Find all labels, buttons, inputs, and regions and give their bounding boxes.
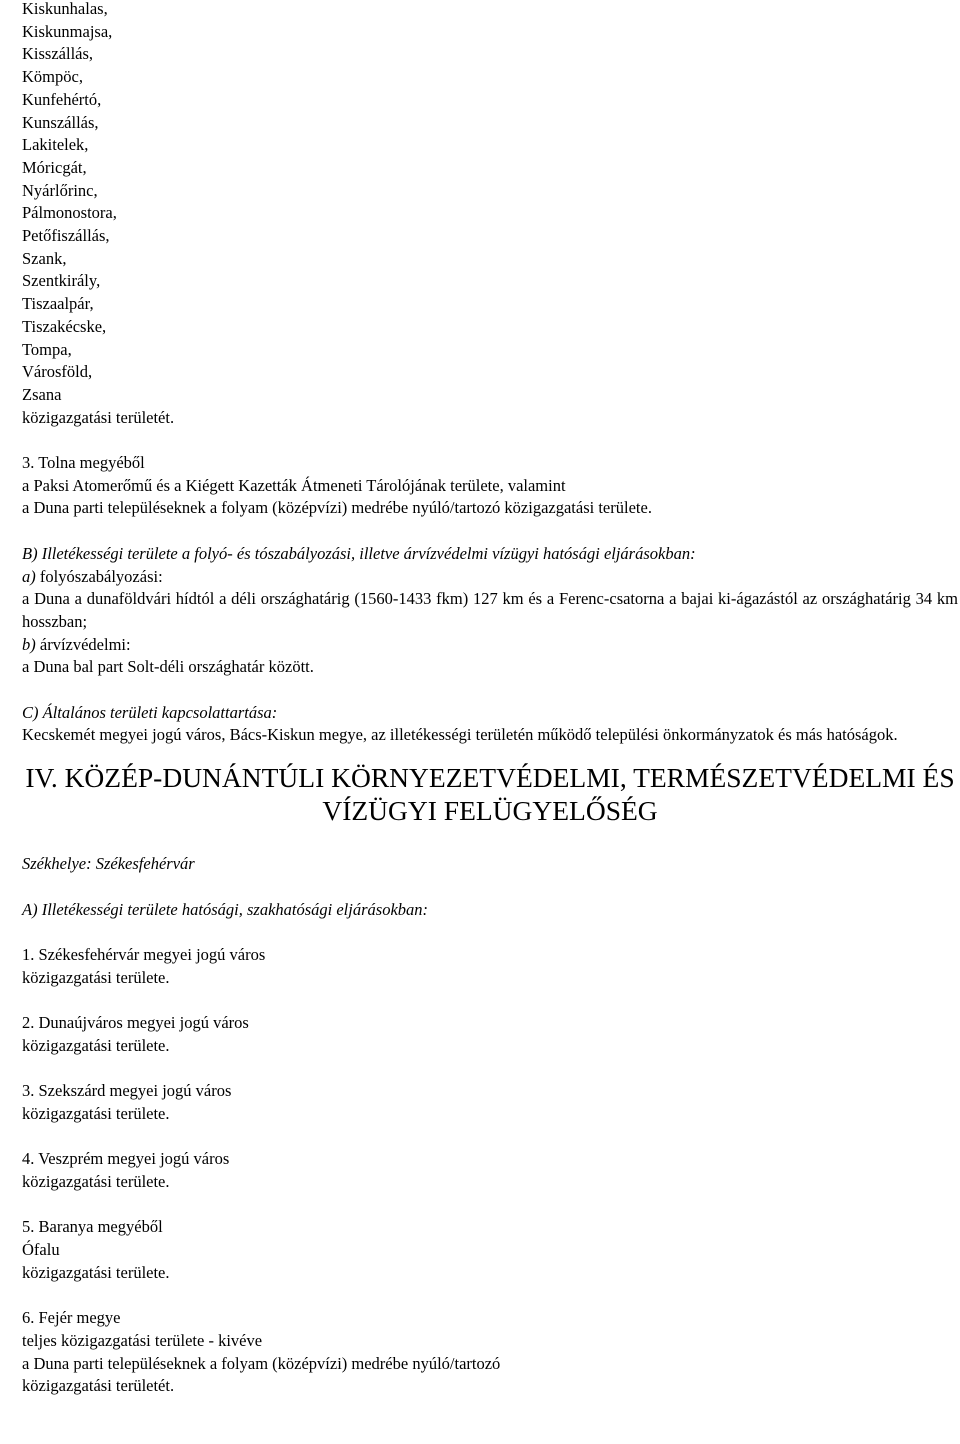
municipality-item: Petőfiszállás, <box>22 226 110 246</box>
municipality-item: Szank, <box>22 248 67 268</box>
municipality-item: Kunszállás, <box>22 112 99 132</box>
municipality-list <box>0 0 960 429</box>
item-list <box>0 944 960 1398</box>
municipality-item: Nyárlőrinc, <box>22 180 98 200</box>
item-line: Ófalu <box>22 1240 60 1260</box>
section-b-a-text <box>0 588 960 633</box>
section-iv-title <box>0 761 960 827</box>
item-line: közigazgatási területét. <box>22 1376 175 1396</box>
section-b-heading: B) Illetékességi területe a folyó- és tószabályozási, illetve árvízvédelmi vízügyi hatósági eljárásokban: <box>22 543 696 563</box>
list-item <box>0 1012 960 1057</box>
item-line: a Duna parti településeknek a folyam (középvízi) medrébe nyúló/tartozó <box>22 1353 501 1373</box>
municipality-item: Zsana <box>22 384 62 404</box>
tolna-heading: 3. Tolna megyéből <box>22 453 145 473</box>
paragraph-text: Kecskemét megyei jogú város, Bács-Kiskun megye, az illetékességi területén működő települési önkormányzatok és más hatóságok. <box>22 725 898 745</box>
item-label: a) <box>22 566 36 586</box>
item-line: közigazgatási területe. <box>22 1103 170 1123</box>
municipality-item: Városföld, <box>22 362 93 382</box>
municipality-item: Kiskunhalas, <box>22 0 108 18</box>
municipality-item: Tiszaalpár, <box>22 294 94 314</box>
section-b-b-title <box>0 634 960 657</box>
municipality-item: Lakitelek, <box>22 135 89 155</box>
municipality-item: Tompa, <box>22 339 72 359</box>
list-item <box>0 1216 960 1284</box>
municipality-item: Kunfehértó, <box>22 89 102 109</box>
section-a-heading: A) Illetékességi területe hatósági, szakhatósági eljárásokban: <box>22 899 429 919</box>
tolna-line: a Paksi Atomerőmű és a Kiégett Kazetták Átmeneti Tárolójának területe, valamint <box>22 475 566 495</box>
list-item <box>0 1080 960 1125</box>
item-title: 4. Veszprém megyei jogú város <box>22 1149 230 1169</box>
municipality-item: Kömpöc, <box>22 67 83 87</box>
list-item <box>0 944 960 989</box>
municipality-item: Szentkirály, <box>22 271 101 291</box>
item-title: 5. Baranya megyéből <box>22 1217 163 1237</box>
section-c-text <box>0 724 960 747</box>
item-line: közigazgatási területe. <box>22 1262 170 1282</box>
list-item <box>0 1148 960 1193</box>
municipality-item: Pálmonostora, <box>22 203 117 223</box>
section-c <box>0 702 960 747</box>
list-item <box>0 1307 960 1398</box>
municipality-item: Tiszakécske, <box>22 316 107 336</box>
title-line: VÍZÜGYI FELÜGYELŐSÉG <box>322 795 658 827</box>
item-line: közigazgatási területe. <box>22 1035 170 1055</box>
municipality-item: Kisszállás, <box>22 44 94 64</box>
item-title: folyószabályozási: <box>35 566 163 586</box>
title-line: IV. KÖZÉP-DUNÁNTÚLI KÖRNYEZETVÉDELMI, TERMÉSZETVÉDELMI ÉS <box>25 762 955 794</box>
item-title: árvízvédelmi: <box>35 634 131 654</box>
municipality-item: Kiskunmajsa, <box>22 21 113 41</box>
municipality-item: Móricgát, <box>22 157 87 177</box>
tolna-section <box>0 452 960 520</box>
item-title: 1. Székesfehérvár megyei jogú város <box>22 944 266 964</box>
item-label: b) <box>22 634 36 654</box>
item-title: 2. Dunaújváros megyei jogú város <box>22 1013 249 1033</box>
section-b <box>0 543 960 679</box>
paragraph-text: a Duna a dunaföldvári hídtól a déli országhatárig (1560-1433 fkm) 127 km és a Ferenc-csatorna a bajai ki-ágazástól az országhatárig 34 km hosszban; <box>22 589 958 631</box>
section-b-a-title <box>0 566 960 589</box>
section-b-b-text: a Duna bal part Solt-déli országhatár között. <box>22 657 314 677</box>
section-c-heading: C) Általános területi kapcsolattartása: <box>22 702 278 722</box>
seat-line: Székhelye: Székesfehérvár <box>22 854 195 874</box>
tolna-line: a Duna parti településeknek a folyam (középvízi) medrébe nyúló/tartozó közigazgatási területe. <box>22 498 652 518</box>
municipality-closing: közigazgatási területét. <box>22 407 175 427</box>
item-line: közigazgatási területe. <box>22 1171 170 1191</box>
item-title: 6. Fejér megye <box>22 1308 121 1328</box>
item-line: közigazgatási területe. <box>22 967 170 987</box>
item-line: teljes közigazgatási területe - kivéve <box>22 1330 263 1350</box>
item-title: 3. Szekszárd megyei jogú város <box>22 1081 232 1101</box>
